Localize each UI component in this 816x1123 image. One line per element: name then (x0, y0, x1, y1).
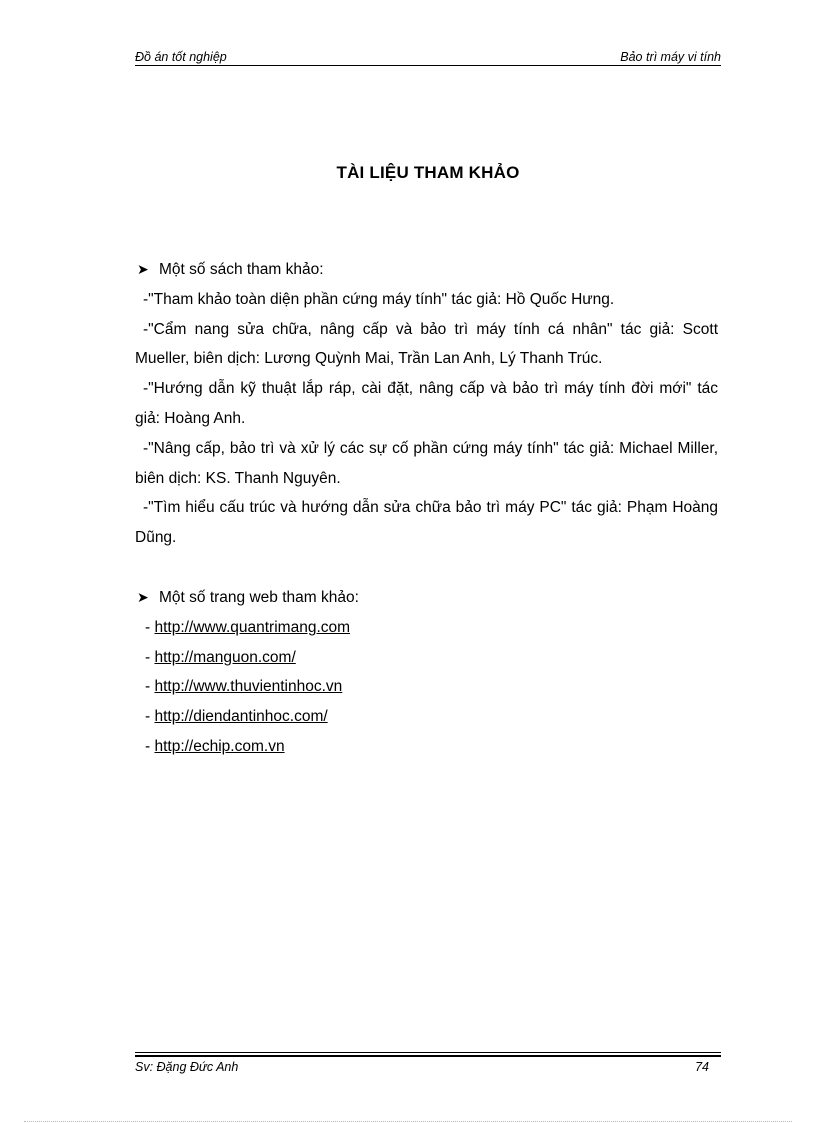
websites-heading-text: Một số trang web tham khảo: (159, 588, 359, 606)
page-footer (135, 1050, 721, 1080)
website-link[interactable]: http://www.quantrimang.com (154, 618, 351, 636)
book-entry: -"Hướng dẫn kỹ thuật lắp ráp, cài đặt, nâng cấp và bảo trì máy tính đời mới" tác giả: Hoàng Anh. (135, 380, 718, 427)
page-header (135, 48, 721, 68)
footer-student-name: Sv: Đặng Đức Anh (135, 1060, 239, 1074)
book-entry-text: "Cẩm nang sửa chữa, nâng cấp và bảo trì máy tính cá nhân" tác giả: Scott Mueller, biên dịch: Lương Quỳnh Mai, Trần Lan Anh, Lý Thanh Trúc. (135, 320, 718, 368)
website-entry: - http://echip.com.vn (145, 737, 285, 755)
website-link[interactable]: http://diendantinhoc.com/ (154, 708, 328, 726)
book-entry: -"Tham khảo toàn diện phần cứng máy tính" tác giả: Hồ Quốc Hưng. (143, 290, 615, 308)
book-entry-text: "Tìm hiểu cấu trúc và hướng dẫn sửa chữa bảo trì máy PC" tác giả: Phạm Hoàng Dũng. (135, 499, 718, 547)
page-edge-divider (24, 1121, 792, 1122)
websites-heading (135, 583, 718, 613)
book-entry-text: "Tham khảo toàn diện phần cứng máy tính" tác giả: Hồ Quốc Hưng. (148, 290, 615, 308)
arrow-bullet-icon: ➤ (137, 261, 149, 277)
website-entry: - http://manguon.com/ (145, 648, 296, 666)
website-link[interactable]: http://manguon.com/ (154, 648, 296, 666)
book-entry: -"Tìm hiểu cấu trúc và hướng dẫn sửa chữa bảo trì máy PC" tác giả: Phạm Hoàng Dũng. (135, 499, 718, 547)
page-title: TÀI LIỆU THAM KHẢO (336, 163, 520, 182)
book-entry-text: "Nâng cấp, bảo trì và xử lý các sự cố phần cứng máy tính" tác giả: Michael Miller, biên dịch: KS. Thanh Nguyên. (135, 439, 718, 487)
website-link[interactable]: http://www.thuvientinhoc.vn (154, 678, 343, 696)
arrow-bullet-icon: ➤ (137, 588, 149, 605)
book-entry-text: "Hướng dẫn kỹ thuật lắp ráp, cài đặt, nâng cấp và bảo trì máy tính đời mới" tác giả: Hoàng Anh. (135, 380, 718, 427)
header-project-label: Đồ án tốt nghiệp (135, 50, 227, 64)
website-link[interactable]: http://echip.com.vn (154, 737, 285, 755)
website-entry: - http://diendantinhoc.com/ (145, 708, 328, 726)
references-body (135, 255, 718, 762)
book-entry: -"Nâng cấp, bảo trì và xử lý các sự cố phần cứng máy tính" tác giả: Michael Miller, biên dịch: KS. Thanh Nguyên. (135, 439, 718, 487)
footer-rule (135, 1052, 721, 1053)
header-rule (135, 65, 721, 66)
page-number: 74 (695, 1060, 709, 1074)
books-heading-text: Một số sách tham khảo: (159, 261, 324, 278)
header-subject-label: Bảo trì máy vi tính (620, 50, 721, 64)
book-entry: -"Cẩm nang sửa chữa, nâng cấp và bảo trì máy tính cá nhân" tác giả: Scott Mueller, biên dịch: Lương Quỳnh Mai, Trần Lan Anh, Lý Thanh Trúc. (135, 320, 718, 368)
footer-rule-thick (135, 1055, 721, 1057)
website-entry: - http://www.thuvientinhoc.vn (145, 678, 343, 696)
books-heading (135, 255, 718, 285)
website-entry: - http://www.quantrimang.com (145, 618, 351, 636)
